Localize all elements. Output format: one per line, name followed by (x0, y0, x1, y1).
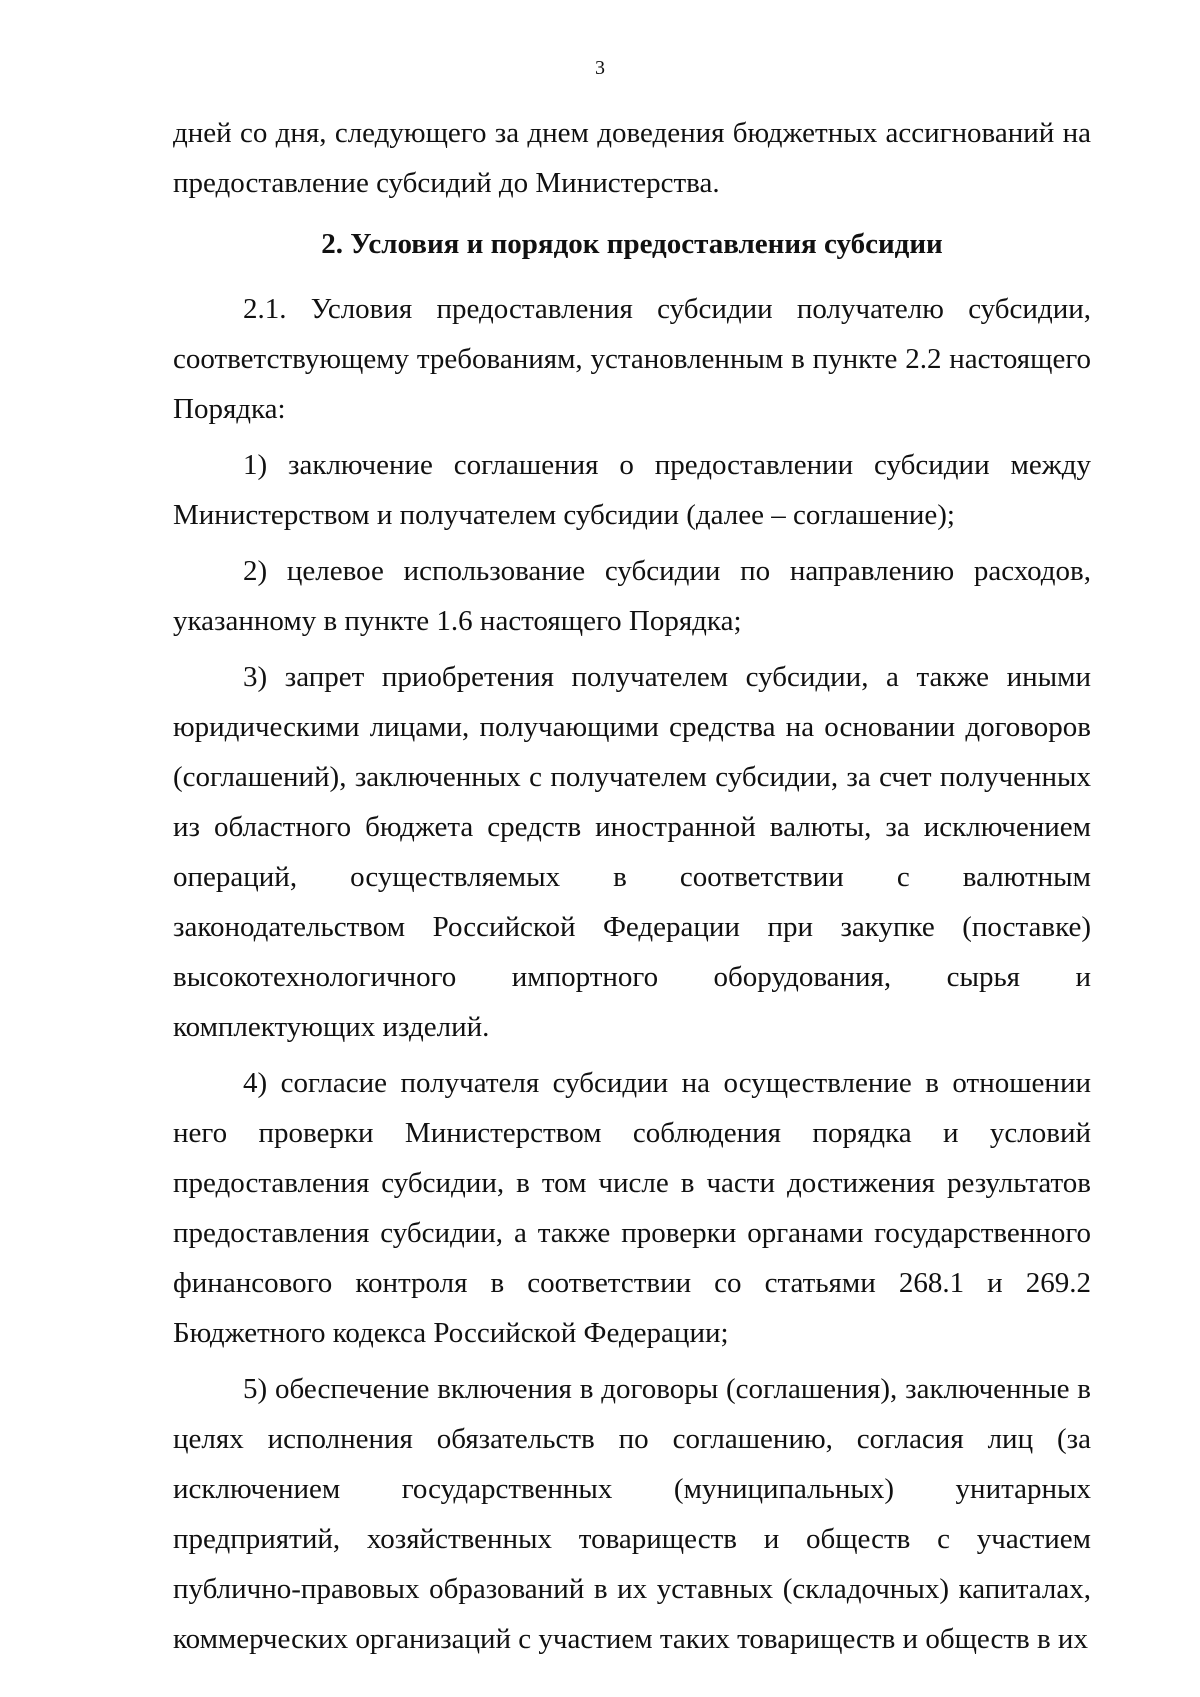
continuation-block (173, 108, 1091, 208)
page-number: 3 (595, 57, 605, 79)
paragraph-item-5: 5) обеспечение включения в договоры (соглашения), заключенные в целях исполнения обязательств по соглашению, согласия лиц (за исключением государственных (муниципальных) унитарных предприятий, хозяйственных товариществ и обществ с участием публично-правовых образований в их уставных (складочных) капиталах, коммерческих организаций с участием таких товариществ и обществ в их (173, 1373, 1091, 1655)
paragraph-2-1: 2.1. Условия предоставления субсидии получателю субсидии, соответствующему требованиям, установленным в пункте 2.2 настоящего Порядка: (173, 293, 1091, 425)
section-heading: 2. Условия и порядок предоставления субсидии (321, 228, 943, 260)
paragraph-item-2: 2) целевое использование субсидии по направлению расходов, указанному в пункте 1.6 настоящего Порядка; (173, 555, 1091, 637)
heading-block (173, 219, 1091, 269)
paragraph-item-1: 1) заключение соглашения о предоставлении субсидии между Министерством и получателем субсидии (далее – соглашение); (173, 449, 1091, 531)
body-text (173, 284, 1091, 1664)
paragraph-item-3: 3) запрет приобретения получателем субсидии, а также иными юридическими лицами, получающими средства на основании договоров (соглашений), заключенных с получателем субсидии, за счет полученных из областного бюджета средств иностранной валюты, за исключением операций, осуществляемых в соответствии с валютным законодательством Российской Федерации при закупке (поставке) высокотехнологичного импортного оборудования, сырья и комплектующих изделий. (173, 661, 1091, 1043)
continuation-paragraph: дней со дня, следующего за днем доведения бюджетных ассигнований на предоставление субсидий до Министерства. (173, 117, 1091, 199)
paragraph-item-4: 4) согласие получателя субсидии на осуществление в отношении него проверки Министерством соблюдения порядка и условий предоставления субсидии, в том числе в части достижения результатов предоставления субсидии, а также проверки органами государственного финансового контроля в соответствии со статьями 268.1 и 269.2 Бюджетного кодекса Российской Федерации; (173, 1067, 1091, 1349)
